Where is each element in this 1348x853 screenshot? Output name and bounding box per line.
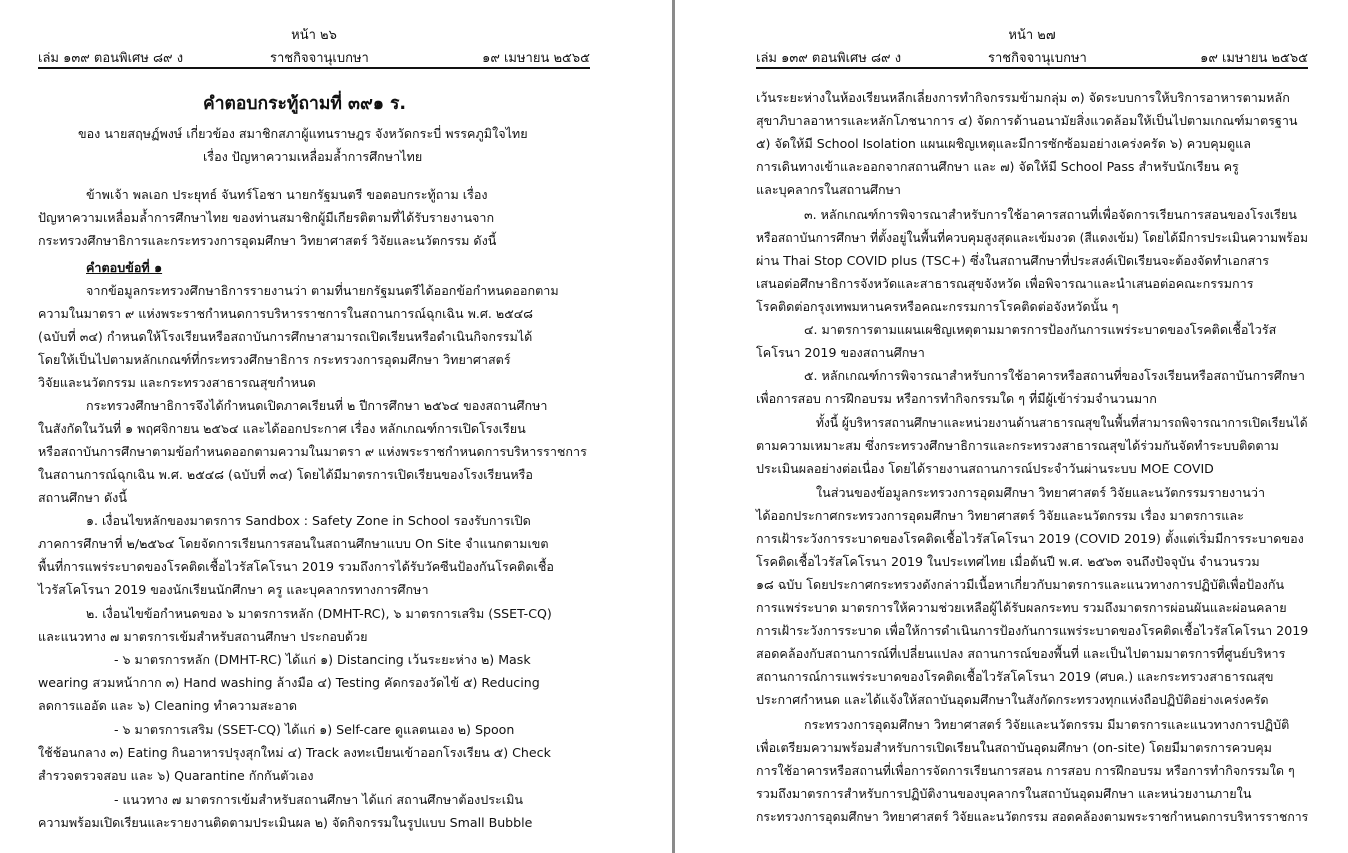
text-line: ปัญหาความเหลื่อมล้ำการศึกษาไทย ของท่านสมาชิกผู้มีเกียรติตามที่ได้รับรายงานจาก — [38, 210, 495, 225]
text-line: ในสถานการณ์ฉุกเฉิน พ.ศ. ๒๕๔๘ (ฉบับที่ ๓๔) โดยได้มีมาตรการเปิดเรียนของโรงเรียนหรือ — [38, 467, 533, 482]
text-line: การเฝ้าระวังการระบาดของโรคติดเชื้อไวรัสโคโรนา 2019 (COVID 2019) ตั้งแต่เริ่มมีการระบาดของ — [756, 531, 1304, 546]
text-line: ๔. มาตรการตามแผนเผชิญเหตุตามมาตรการป้องกันการแพร่ระบาดของโรคติดเชื้อไวรัส — [804, 322, 1277, 337]
text-line: ในสังกัดในวันที่ ๑ พฤศจิกายน ๒๕๖๔ และได้ออกประกาศ เรื่อง หลักเกณฑ์การเปิดโรงเรียน — [38, 421, 526, 436]
text-line: ๓. หลักเกณฑ์การพิจารณาสำหรับการใช้อาคารสถานที่เพื่อจัดการเรียนการสอนของโรงเรียน — [804, 207, 1297, 222]
text-line: ความพร้อมเปิดเรียนและรายงานติดตามประเมินผล ๒) จัดกิจกรรมในรูปแบบ Small Bubble — [38, 815, 533, 830]
text-line: และบุคลากรในสถานศึกษา — [756, 182, 901, 197]
text-line: โดยให้เป็นไปตามหลักเกณฑ์ที่กระทรวงศึกษาธิการ กระทรวงการอุดมศึกษา วิทยาศาสตร์ — [38, 352, 511, 367]
volume-info: เล่ม ๑๓๙ ตอนพิเศษ ๘๙ ง — [756, 51, 902, 66]
text-line: ประกาศกำหนด และได้แจ้งให้สถาบันอุดมศึกษาในสังกัดกระทรวงทุกแห่งถือปฏิบัติอย่างเคร่งครัด — [756, 692, 1269, 707]
text-line: ในส่วนของข้อมูลกระทรวงการอุดมศึกษา วิทยาศาสตร์ วิจัยและนวัตกรรมรายงานว่า — [816, 485, 1266, 500]
text-line: ตามความเหมาะสม ซึ่งกระทรวงศึกษาธิการและกระทรวงสาธารณสุขได้ร่วมกันจัดทำระบบติดตาม — [756, 438, 1279, 453]
text-line: - แนวทาง ๗ มาตรการเข้มสำหรับสถานศึกษา ได้แก่ สถานศึกษาต้องประเมิน — [114, 792, 524, 807]
text-line: กระทรวงศึกษาธิการและกระทรวงการอุดมศึกษา วิทยาศาสตร์ วิจัยและนวัตกรรม ดังนี้ — [38, 233, 497, 248]
text-line: การใช้อาคารหรือสถานที่เพื่อการจัดการเรียนการสอน การสอบ การฝึกอบรม หรือการทำกิจกรรมใด ๆ — [756, 763, 1295, 778]
text-line: สถานการณ์การแพร่ระบาดของโรคติดเชื้อไวรัสโคโรนา 2019 (ศบค.) และกระทรวงสาธารณสุข — [756, 669, 1274, 684]
text-line: จากข้อมูลกระทรวงศึกษาธิการรายงานว่า ตามที่นายกรัฐมนตรีได้ออกข้อกำหนดออกตาม — [86, 283, 559, 298]
text-line: การเฝ้าระวังการระบาด เพื่อให้การดำเนินการป้องกันการแพร่ระบาดของโรคติดเชื้อไวรัสโคโรนา 2019 — [756, 623, 1309, 638]
text-line: สถานศึกษา ดังนี้ — [38, 490, 127, 505]
text-line: ข้าพเจ้า พลเอก ประยุทธ์ จันทร์โอชา นายกรัฐมนตรี ขอตอบกระทู้ถาม เรื่อง — [86, 187, 488, 202]
text-line: ๑. เงื่อนไขหลักของมาตรการ Sandbox : Safety Zone in School รองรับการเปิด — [86, 513, 531, 528]
text-line: โคโรนา 2019 ของสถานศึกษา — [756, 345, 925, 360]
text-line: - ๖ มาตรการหลัก (DMHT-RC) ได้แก่ ๑) Distancing เว้นระยะห่าง ๒) Mask — [114, 652, 531, 667]
publication-date: ๑๙ เมษายน ๒๕๖๕ — [482, 51, 590, 66]
publication-name: ราชกิจจานุเบกษา — [270, 51, 369, 66]
text-line: ๕. หลักเกณฑ์การพิจารณาสำหรับการใช้อาคารหรือสถานที่ของโรงเรียนหรือสถาบันการศึกษา — [804, 368, 1305, 383]
text-line: การแพร่ระบาด มาตรการให้ความช่วยเหลือผู้ได้รับผลกระทบ รวมถึงมาตรการผ่อนผันและผ่อนคลาย — [756, 600, 1287, 615]
text-line: กระทรวงศึกษาธิการจึงได้กำหนดเปิดภาคเรียนที่ ๒ ปีการศึกษา ๒๕๖๔ ของสถานศึกษา — [86, 398, 548, 413]
text-line: สุขาภิบาลอาหารและหลักโภชนาการ ๔) จัดการด้านอนามัยสิ่งแวดล้อมให้เป็นไปตามเกณฑ์มาตรฐาน — [756, 113, 1298, 128]
text-line: ความในมาตรา ๙ แห่งพระราชกำหนดการบริหารราชการในสถานการณ์ฉุกเฉิน พ.ศ. ๒๕๔๘ — [38, 306, 533, 321]
text-line: หรือสถาบันการศึกษาตามข้อกำหนดออกตามความในมาตรา ๙ แห่งพระราชกำหนดการบริหารราชการ — [38, 444, 587, 459]
right-page — [756, 0, 1308, 853]
text-line: (ฉบับที่ ๓๔) กำหนดให้โรงเรียนหรือสถาบันการศึกษาสามารถเปิดเรียนหรือดำเนินกิจกรรมได้ — [38, 329, 533, 344]
text-line: ทั้งนี้ ผู้บริหารสถานศึกษาและหน่วยงานด้านสาธารณสุขในพื้นที่สามารถพิจารณาการเปิดเรียนได้ — [816, 415, 1308, 430]
text-line: วิจัยและนวัตกรรม และกระทรวงสาธารณสุขกำหนด — [38, 375, 316, 390]
gazette-header — [756, 45, 1308, 69]
publication-name: ราชกิจจานุเบกษา — [988, 51, 1087, 66]
volume-info: เล่ม ๑๓๙ ตอนพิเศษ ๘๙ ง — [38, 51, 184, 66]
document-subtitle: ของ นายสฤษฏ์พงษ์ เกี่ยวข้อง สมาชิกสภาผู้แทนราษฎร จังหวัดกระบี่ พรรคภูมิใจไทย — [78, 126, 528, 141]
text-line: ประเมินผลอย่างต่อเนื่อง โดยได้รายงานสถานการณ์ประจำวันผ่านระบบ MOE COVID — [756, 461, 1214, 476]
text-line: สำรวจตรวจสอบ และ ๖) Quarantine กักกันตัวเอง — [38, 768, 314, 783]
page-divider — [672, 0, 675, 853]
text-line: เพื่อการสอบ การฝึกอบรม หรือการทำกิจกรรมใด ๆ ที่มีผู้เข้าร่วมจำนวนมาก — [756, 391, 1157, 406]
text-line: ได้ออกประกาศกระทรวงการอุดมศึกษา วิทยาศาสตร์ วิจัยและนวัตกรรม เรื่อง มาตรการและ — [756, 508, 1244, 523]
text-line: ภาคการศึกษาที่ ๒/๒๕๖๔ โดยจัดการเรียนการสอนในสถานศึกษาแบบ On Site จำแนกตามเขต — [38, 536, 549, 551]
publication-date: ๑๙ เมษายน ๒๕๖๕ — [1200, 51, 1308, 66]
text-line: ๑๘ ฉบับ โดยประกาศกระทรวงดังกล่าวมีเนื้อหาเกี่ยวกับมาตรการและแนวทางการปฏิบัติเพื่อป้องกัน — [756, 577, 1285, 592]
text-line: โรคติดเชื้อไวรัสโคโรนา 2019 ในประเทศไทย เมื่อต้นปี พ.ศ. ๒๕๖๓ จนถึงปัจจุบัน จำนวนรวม — [756, 554, 1260, 569]
text-line: และแนวทาง ๗ มาตรการเข้มสำหรับสถานศึกษา ประกอบด้วย — [38, 629, 368, 644]
text-line: ไวรัสโคโรนา 2019 ของนักเรียนนักศึกษา ครู และบุคลากรทางการศึกษา — [38, 582, 429, 597]
text-line: หรือสถาบันการศึกษา ที่ตั้งอยู่ในพื้นที่ควบคุมสูงสุดและเข้มงวด (สีแดงเข้ม) โดยได้มีการประเมินความพร้อม — [756, 230, 1309, 245]
document-subject: เรื่อง ปัญหาความเหลื่อมล้ำการศึกษาไทย — [203, 149, 423, 164]
text-line: พื้นที่การแพร่ระบาดของโรคติดเชื้อไวรัสโคโรนา 2019 รวมถึงการได้รับวัคซีนป้องกันโรคติดเชื้อ — [38, 559, 554, 574]
text-line: ลดการแออัด และ ๖) Cleaning ทำความสะอาด — [38, 698, 298, 713]
page-number: หน้า ๒๗ — [1008, 28, 1056, 43]
text-line: ผ่าน Thai Stop COVID plus (TSC+) ซึ่งในสถานศึกษาที่ประสงค์เปิดเรียนจะต้องจัดทำเอกสาร — [756, 253, 1270, 268]
text-line: สอดคล้องกับสถานการณ์ที่เปลี่ยนแปลง สถานการณ์ของพื้นที่ และเป็นไปตามมาตรการที่ศูนย์บริหาร — [756, 646, 1286, 661]
text-line: ๕) จัดให้มี School Isolation แผนเผชิญเหตุและมีการซักซ้อมอย่างเคร่งครัด ๖) ควบคุมดูแล — [756, 136, 1252, 151]
text-line: เพื่อเตรียมความพร้อมสำหรับการเปิดเรียนในสถาบันอุดมศึกษา (on-site) โดยมีมาตรการควบคุม — [756, 740, 1272, 755]
page-number: หน้า ๒๖ — [291, 28, 337, 43]
text-line: ๒. เงื่อนไขข้อกำหนดของ ๖ มาตรการหลัก (DMHT-RC), ๖ มาตรการเสริม (SSET-CQ) — [86, 606, 552, 621]
text-line: เสนอต่อศึกษาธิการจังหวัดและสาธารณสุขจังหวัด เพื่อพิจารณาและนำเสนอต่อคณะกรรมการ — [756, 276, 1254, 291]
text-line: เว้นระยะห่างในห้องเรียนหลีกเลี่ยงการทำกิจกรรมข้ามกลุ่ม ๓) จัดระบบการให้บริการอาหารตามหลัก — [756, 90, 1290, 105]
gazette-header — [38, 45, 590, 69]
text-line: ใช้ช้อนกลาง ๓) Eating กินอาหารปรุงสุกใหม่ ๔) Track ลงทะเบียนเข้าออกโรงเรียน ๕) Check — [38, 745, 551, 760]
document-title: คำตอบกระทู้ถามที่ ๓๙๑ ร. — [203, 94, 407, 114]
text-line: กระทรวงการอุดมศึกษา วิทยาศาสตร์ วิจัยและนวัตกรรม มีมาตรการและแนวทางการปฏิบัติ — [804, 717, 1290, 732]
text-line: โรคติดต่อกรุงเทพมหานครหรือคณะกรรมการโรคติดต่อจังหวัดนั้น ๆ — [756, 299, 1119, 314]
text-line: - ๖ มาตรการเสริม (SSET-CQ) ได้แก่ ๑) Self-care ดูแลตนเอง ๒) Spoon — [114, 722, 515, 737]
text-line: wearing สวมหน้ากาก ๓) Hand washing ล้างมือ ๔) Testing คัดกรองวัดไข้ ๕) Reducing — [38, 675, 540, 690]
left-page — [38, 0, 590, 853]
text-line: กระทรวงการอุดมศึกษา วิทยาศาสตร์ วิจัยและนวัตกรรม สอดคล้องตามพระราชกำหนดการบริหารราชการ — [756, 809, 1309, 824]
text-line: รวมถึงมาตรการสำหรับการปฏิบัติงานของบุคลากรในสถาบันอุดมศึกษา และหน่วยงานภายใน — [756, 786, 1252, 801]
section-heading: คำตอบข้อที่ ๑ — [86, 260, 163, 275]
text-line: การเดินทางเข้าและออกจากสถานศึกษา และ ๗) จัดให้มี School Pass สำหรับนักเรียน ครู — [756, 159, 1239, 174]
